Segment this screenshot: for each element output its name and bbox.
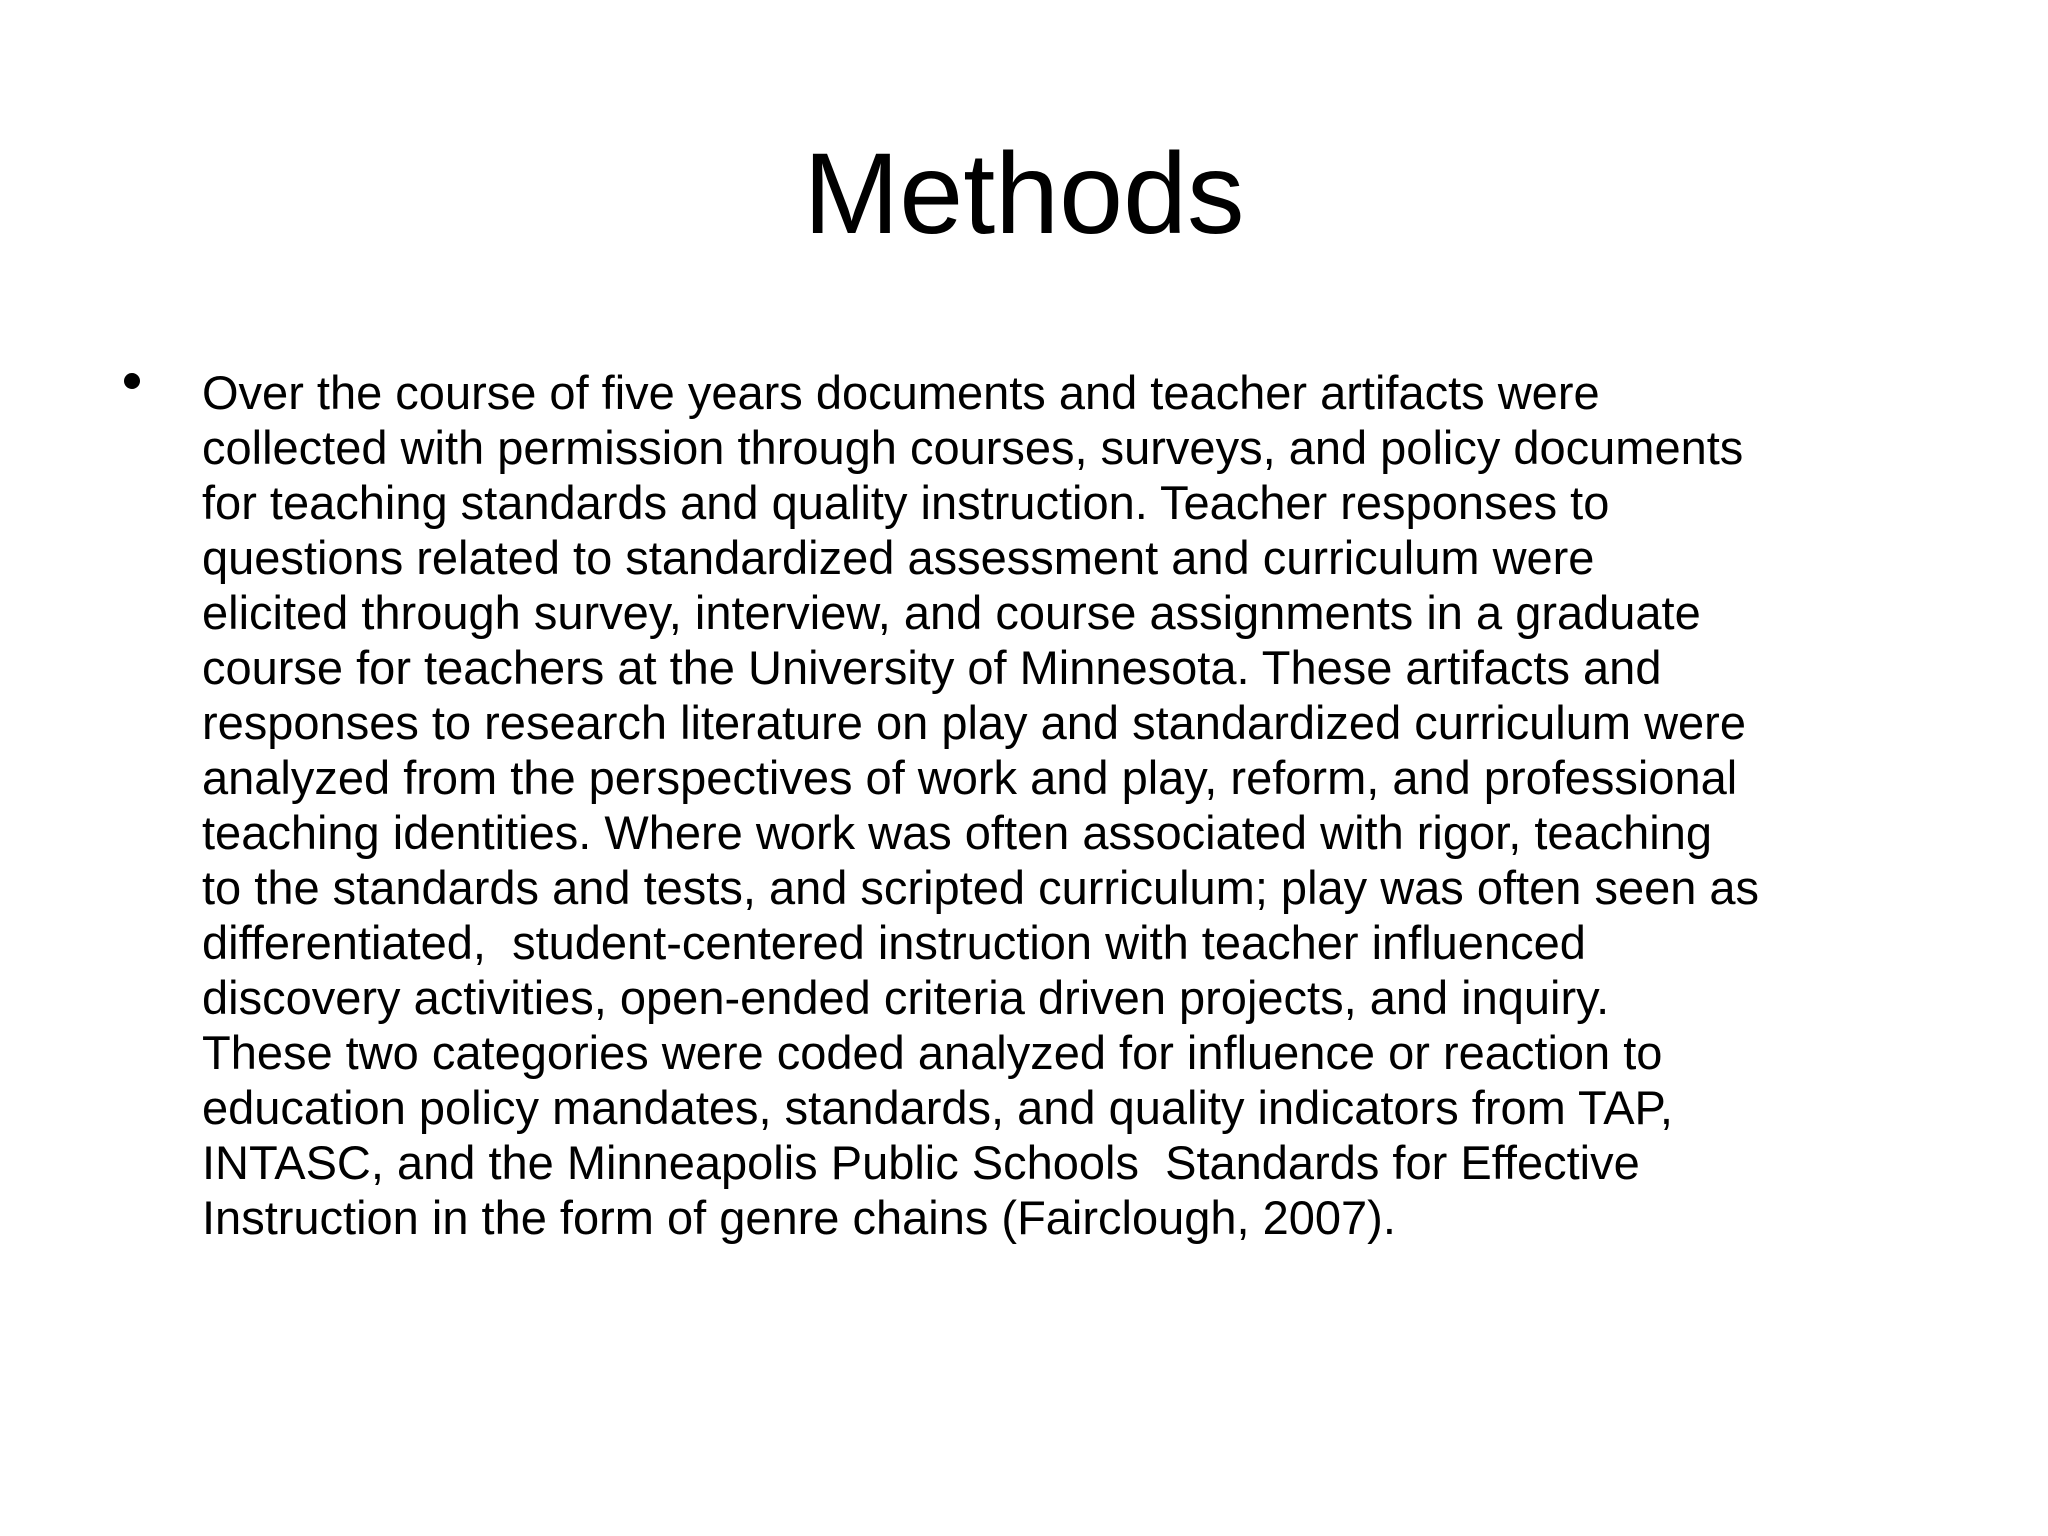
text-line: elicited through survey, interview, and course assignments in a graduate — [202, 586, 1701, 639]
slide-title: Methods — [803, 130, 1245, 258]
text-line: questions related to standardized assessment and curriculum were — [202, 531, 1595, 584]
text-line: analyzed from the perspectives of work and play, reform, and professional — [202, 751, 1738, 804]
bullet-item — [112, 365, 1962, 1245]
text-line: for teaching standards and quality instruction. Teacher responses to — [202, 476, 1610, 529]
text-line: teaching identities. Where work was often associated with rigor, teaching — [202, 806, 1713, 859]
text-line: Instruction in the form of genre chains (Fairclough, 2007). — [202, 1191, 1396, 1244]
slide-body — [112, 365, 1962, 1245]
text-line: Over the course of five years documents and teacher artifacts were — [202, 366, 1600, 419]
bullet-icon — [124, 373, 140, 389]
text-line: differentiated, student-centered instruction with teacher influenced — [202, 916, 1586, 969]
text-line: to the standards and tests, and scripted curriculum; play was often seen as — [202, 861, 1760, 914]
bullet-text — [202, 365, 1962, 1245]
text-line: INTASC, and the Minneapolis Public Schools Standards for Effective — [202, 1136, 1640, 1189]
text-line: collected with permission through courses, surveys, and policy documents — [202, 421, 1744, 474]
text-line: education policy mandates, standards, and quality indicators from TAP, — [202, 1081, 1673, 1134]
text-line: course for teachers at the University of Minnesota. These artifacts and — [202, 641, 1662, 694]
text-line: These two categories were coded analyzed for influence or reaction to — [202, 1026, 1663, 1079]
text-line: responses to research literature on play and standardized curriculum were — [202, 696, 1746, 749]
text-line: discovery activities, open-ended criteria driven projects, and inquiry. — [202, 971, 1610, 1024]
